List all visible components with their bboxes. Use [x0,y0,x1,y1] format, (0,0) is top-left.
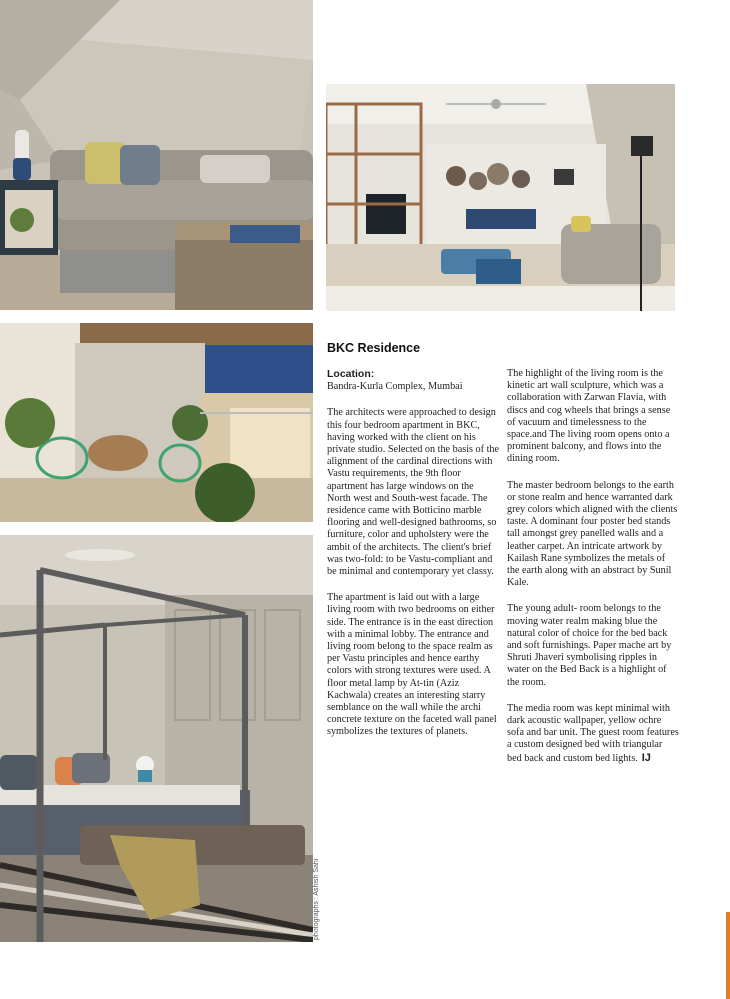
photo-credit: photographs : Ashish Sahi [313,858,320,940]
body-paragraph-last [507,703,679,765]
body-paragraph: The young adult- room belongs to the moving water realm making blue the natural color of choice for the bed back and soft furnishings. Paper mache art by Shruti Jhaveri symbolising ripples in water on the Bed Back is a highlight of the room. [507,603,672,688]
body-paragraph: The apartment is laid out with a large living room with two bedrooms on either side. The entrance is in the east direction with a minimal lobby. The entrance and living room belong to the space realm as per Vastu principles and hence earthy colors with strong textures were used. A floor metal lamp by At-tin (Aziz Kachwala) creates an interesting starry semblance on the wall while the archi concrete texture on the faceted wall panel symbolizes the textures of planets. [327,592,497,738]
end-mark: IJ [641,751,651,764]
master-bedroom-photo [0,535,313,942]
location-block [327,368,499,393]
page-edge-tab [726,912,730,999]
body-paragraph-text: The media room was kept minimal with dark acoustic wallpaper, yellow ochre sofa and bar unit. The guest room features a custom designed bed with triangular bed back and custom bed lights. [507,702,679,764]
article-title: BKC Residence [327,341,421,355]
living-room-tv-photo [326,84,675,311]
location-value: Bandra-Kurla Complex, Mumbai [327,381,463,393]
balcony-photo [0,323,313,522]
location-label: Location: [327,368,375,380]
article-column-right [507,368,679,779]
body-paragraph: The highlight of the living room is the kinetic art wall sculpture, which was a collaboration with Zarwan Flavia, with discs and cog wheels that brings a sense of vacuum and timelessness to the space.and The living room opens onto a prominent balcony, and flows into the dining room. [507,368,671,465]
article-column-left [327,368,499,753]
living-room-sofa-photo [0,0,313,310]
body-paragraph: The master bedroom belongs to the earth or stone realm and hence warranted dark grey colors which aligned with the clients taste. A dominant four poster bed stands tall amongst grey panelled walls and a leather carpet. An intricate artwork by Kailash Rane symbolizes the metals of the earth along with an abstract by Sunil Kale. [507,479,678,589]
body-paragraph: The architects were approached to design this four bedroom apartment in BKC, having worked with the client on his private studio. Selected on the basis of the alignment of the cardinal directions with Vastu requirements, the 9th floor apartment has large windows on the North west and South-west facade. The residence came with Botticino marble flooring and well-designed bathrooms, so furniture, color and upholstery were the ambit of the architects. The client's brief was two-fold: to be Vastu-compliant and be minimal and contemporary yet classy. [327,407,500,578]
